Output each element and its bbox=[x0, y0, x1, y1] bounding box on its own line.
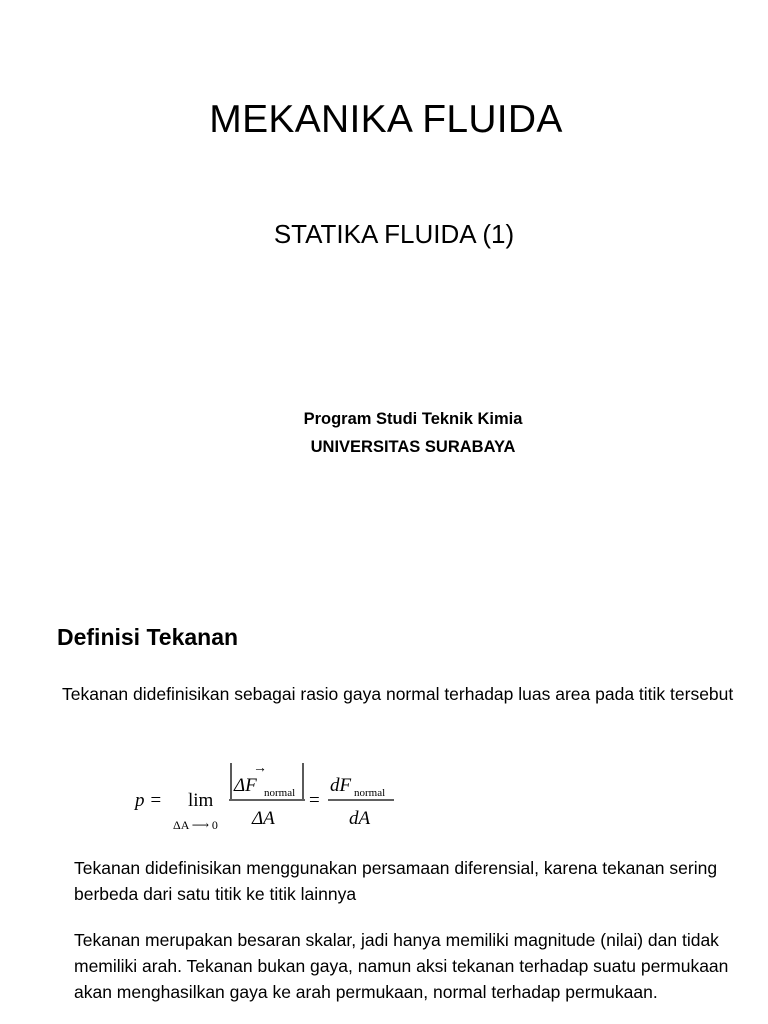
university-name: UNIVERSITAS SURABAYA bbox=[310, 438, 516, 456]
pressure-formula-svg bbox=[132, 758, 402, 838]
numerator-delta-f: ΔF bbox=[234, 775, 257, 796]
denominator-da: dA bbox=[349, 808, 371, 829]
numerator-normal-subscript: normal bbox=[264, 787, 296, 799]
formula-lim: lim bbox=[188, 790, 214, 811]
differential-paragraph: Tekanan didefinisikan menggunakan persamaan diferensial, karena tekanan sering berbeda dari satu titik ke titik lainnya bbox=[74, 858, 718, 904]
formula-equals: = bbox=[309, 790, 320, 811]
program-name: Program Studi Teknik Kimia bbox=[303, 410, 523, 428]
numerator-df-normal-subscript: normal bbox=[354, 787, 386, 799]
pressure-formula bbox=[132, 758, 402, 843]
section-heading: Definisi Tekanan bbox=[57, 624, 239, 650]
denominator-delta-a: ΔA bbox=[252, 808, 275, 829]
vector-arrow: → bbox=[253, 761, 267, 776]
slide-subtitle: STATIKA FLUIDA (1) bbox=[273, 219, 515, 249]
program-block bbox=[0, 405, 768, 461]
formula-p: p = bbox=[135, 790, 163, 811]
scalar-paragraph: Tekanan merupakan besaran skalar, jadi hanya memiliki magnitude (nilai) dan tidak memiliki arah. Tekanan bukan gaya, namun aksi tekanan terhadap suatu permukaan akan menghasilkan gaya ke arah permukaan, normal terhadap permukaan. bbox=[74, 930, 729, 1002]
slide-title: MEKANIKA FLUIDA bbox=[209, 98, 563, 141]
numerator-df: dF bbox=[330, 775, 352, 796]
formula-lim-subscript: ΔA ⟶ 0 bbox=[173, 818, 218, 832]
definition-paragraph: Tekanan didefinisikan sebagai rasio gaya normal terhadap luas area pada titik tersebut bbox=[62, 684, 734, 704]
